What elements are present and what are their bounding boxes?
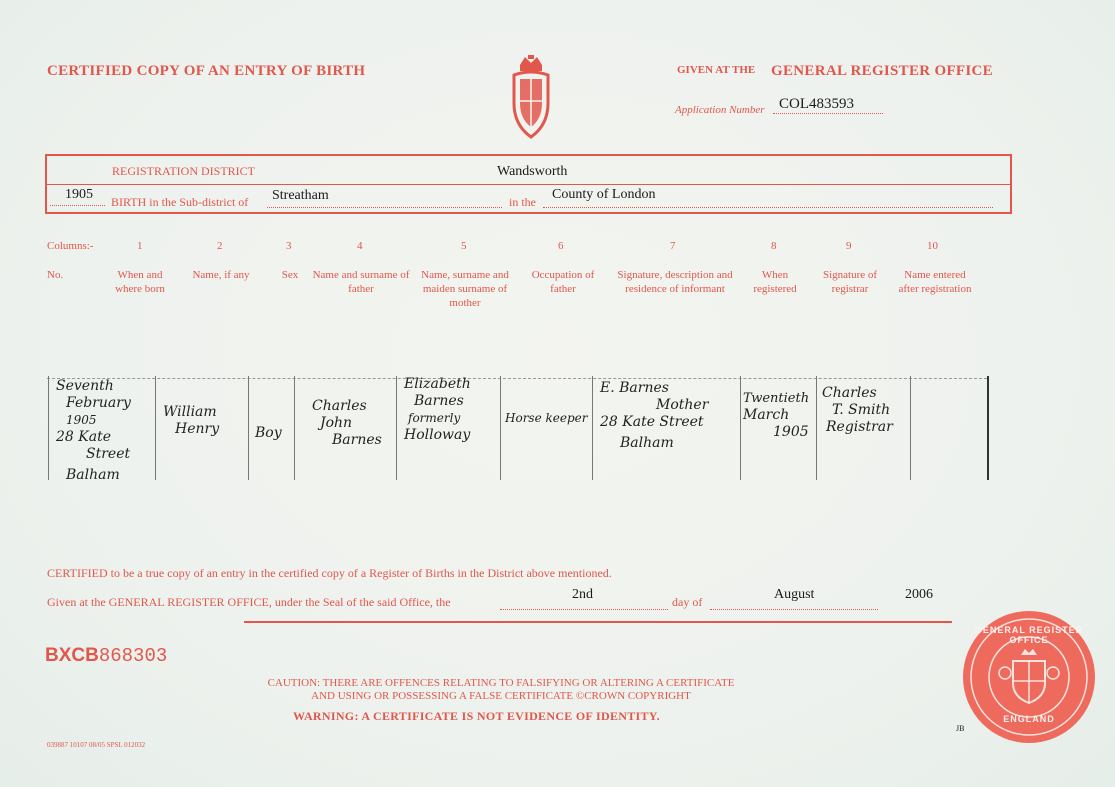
month-value: August <box>774 587 815 602</box>
warning-text: WARNING: A CERTIFICATE IS NOT EVIDENCE OF IDENTITY. <box>293 709 660 723</box>
year-value: 2006 <box>905 587 933 602</box>
seal-outer-text: GENERAL REGISTER OFFICE <box>974 625 1084 645</box>
column-number-9: 9 <box>846 240 852 252</box>
header-occupation: Occupation of father <box>531 269 595 295</box>
entry-when-registered: Twentieth March 1905 <box>743 391 810 440</box>
columns-label: Columns:- <box>47 240 94 252</box>
registration-divider <box>47 184 1010 185</box>
column-number-1: 1 <box>137 240 143 252</box>
certificate-title: CERTIFIED COPY OF AN ENTRY OF BIRTH <box>47 63 366 79</box>
caution-text: CAUTION: THERE ARE OFFENCES RELATING TO FALSIFYING OR ALTERING A CERTIFICATE AND USING OR POSSESSING A FALSE CERTIFICATE ©CROWN COPYRIGHT <box>267 677 735 702</box>
header-when-where-born: When and where born <box>115 269 165 295</box>
given-at-label: GIVEN AT THE <box>677 64 756 76</box>
clerk-initials: JB <box>956 724 965 733</box>
entry-divider <box>396 376 397 480</box>
county-line <box>543 206 993 208</box>
header-father: Name and surname of father <box>312 269 410 295</box>
registration-district: Wandsworth <box>497 164 568 179</box>
subdistrict-line <box>267 206 502 208</box>
registration-district-label: REGISTRATION DISTRICT <box>112 164 255 178</box>
entry-when-where-born: Seventh February 1905 28 Kate Street Balham <box>56 378 131 483</box>
seal-bottom-text: ENGLAND <box>1003 714 1055 724</box>
subdistrict: Streatham <box>272 188 329 203</box>
column-number-10: 10 <box>927 240 938 252</box>
county: County of London <box>552 187 656 202</box>
entry-divider <box>987 376 989 480</box>
certified-text: CERTIFIED to be a true copy of an entry in the certified copy of a Register of Births in the District above mentioned. <box>47 566 612 580</box>
header-sex: Sex <box>281 269 299 281</box>
column-number-7: 7 <box>670 240 676 252</box>
in-the-label: in the <box>509 195 536 209</box>
column-number-4: 4 <box>357 240 363 252</box>
day-line <box>500 608 668 610</box>
entry-mother: Elizabeth Barnes formerly Holloway <box>404 376 471 443</box>
column-number-6: 6 <box>558 240 564 252</box>
column-number-8: 8 <box>771 240 777 252</box>
entry-divider <box>48 376 49 480</box>
office-name: GENERAL REGISTER OFFICE <box>771 63 993 79</box>
signature-rule <box>244 621 952 623</box>
serial-number: BXCB868303 <box>45 645 168 667</box>
entry-sex: Boy <box>255 425 282 441</box>
header-informant: Signature, description and residence of informant <box>617 269 733 295</box>
header-name-after-registration: Name entered after registration <box>898 269 972 295</box>
print-code: 039887 10107 08/05 SPSL 012032 <box>47 741 146 749</box>
entry-divider <box>500 376 501 480</box>
header-when-registered: When registered <box>753 269 797 295</box>
day-value: 2nd <box>572 587 593 602</box>
month-line <box>710 608 878 610</box>
registration-year: 1905 <box>65 187 93 202</box>
column-number-3: 3 <box>286 240 292 252</box>
application-number: COL483593 <box>779 96 854 112</box>
seal-text <box>963 611 1095 743</box>
entry-name: William Henry <box>163 404 220 437</box>
day-of-label: day of <box>672 595 703 609</box>
entry-divider <box>248 376 249 480</box>
column-number-5: 5 <box>461 240 467 252</box>
royal-crest-icon <box>508 55 554 145</box>
entry-registrar: Charles T. Smith Registrar <box>822 385 893 435</box>
given-text: Given at the GENERAL REGISTER OFFICE, under the Seal of the said Office, the <box>47 595 451 609</box>
column-number-2: 2 <box>217 240 223 252</box>
entry-divider <box>740 376 741 480</box>
entry-top-line <box>47 378 987 380</box>
header-name: Name, if any <box>192 269 250 281</box>
subdistrict-label: BIRTH in the Sub-district of <box>111 195 249 209</box>
entry-divider <box>294 376 295 480</box>
header-registrar: Signature of registrar <box>822 269 878 295</box>
entry-divider <box>592 376 593 480</box>
no-label: No. <box>47 269 64 281</box>
header-mother: Name, surname and maiden surname of mother <box>421 269 509 309</box>
entry-occupation: Horse keeper <box>505 411 588 425</box>
entry-father: Charles John Barnes <box>312 398 382 448</box>
entry-informant: E. Barnes Mother 28 Kate Street Balham <box>600 380 709 451</box>
year-line <box>50 204 105 206</box>
application-number-label: Application Number <box>675 104 765 116</box>
